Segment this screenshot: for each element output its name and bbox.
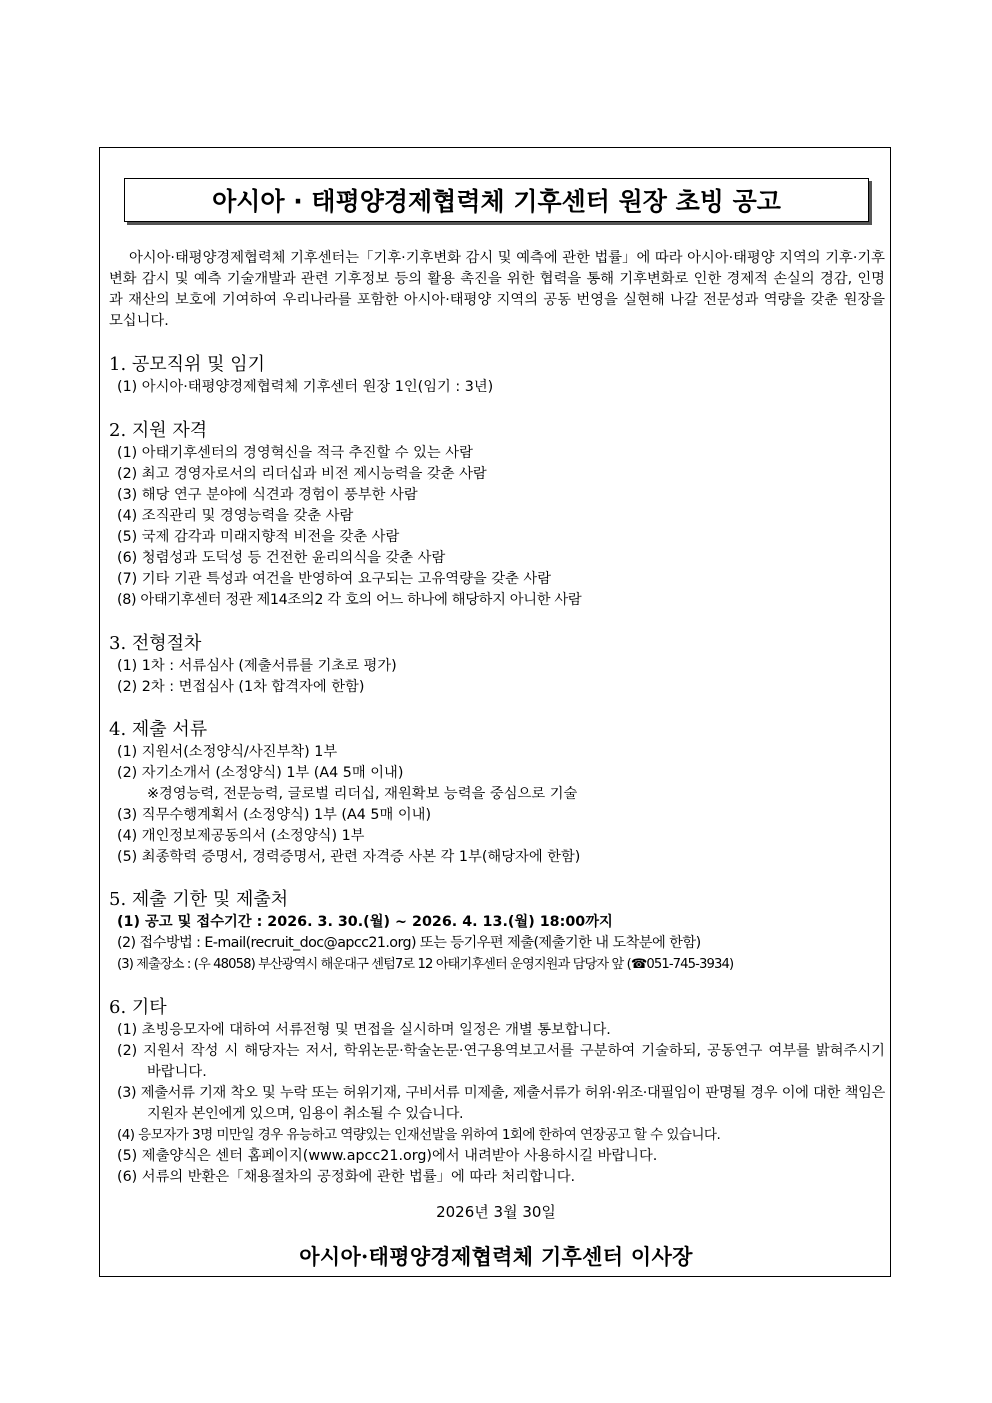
list-item: (4) 응모자가 3명 미만일 경우 유능하고 역량있는 인재선발을 위하여 1회에 한하여 연장공고 할 수 있습니다. [117, 1127, 721, 1143]
list-item: (1) 지원서(소정양식/사진부착) 1부 [117, 744, 338, 760]
list-item: (1) 아시아·태평양경제협력체 기후센터 원장 1인(임기 : 3년) [117, 379, 494, 395]
section-selection-process [109, 632, 885, 698]
list-item: (4) 개인정보제공동의서 (소정양식) 1부 [117, 828, 365, 844]
section-title: 4. 제출 서류 [109, 719, 208, 740]
intro-text: 아시아·태평양경제협력체 기후센터는「기후·기후변화 감시 및 예측에 관한 법률」에 따라 아시아·태평양 지역의 기후·기후변화 감시 및 예측 기술개발과 관련 기후정보 등의 활용 촉진을 위한 협력을 통해 기후변화로 인한 경제적 손실의 경감, 인명과 재산의 보호에 기여하여 우리나라를 포함한 아시아·태평양 지역의 공동 번영을 실현해 나갈 전문성과 역량을 갖춘 원장을 모십니다. [109, 250, 885, 329]
section-others [109, 996, 885, 1188]
section-title: 3. 전형절차 [109, 633, 202, 654]
list-item: (5) 최종학력 증명서, 경력증명서, 관련 자격증 사본 각 1부(해당자에 한함) [117, 849, 581, 865]
list-item: (3) 직무수행계획서 (소정양식) 1부 (A4 5매 이내) [117, 807, 432, 823]
section-title: 1. 공모직위 및 임기 [109, 354, 266, 375]
list-item: (3) 제출서류 기재 착오 및 누락 또는 허위기재, 구비서류 미제출, 제출서류가 허위·위조·대필임이 판명될 경우 이에 대한 책임은 지원자 본인에게 있으며, 임용이 취소될 수 있습니다. [117, 1085, 885, 1122]
list-item: (2) 지원서 작성 시 해당자는 저서, 학위논문·학술논문·연구용역보고서를 구분하여 기술하되, 공동연구 여부를 밝혀주시기 바랍니다. [117, 1043, 885, 1080]
section-deadline-submission [109, 888, 885, 975]
list-item: (5) 제출양식은 센터 홈페이지(www.apcc21.org)에서 내려받아 사용하시길 바랍니다. [117, 1148, 658, 1164]
section-title: 5. 제출 기한 및 제출처 [109, 889, 289, 910]
list-item: (2) 자기소개서 (소정양식) 1부 (A4 5매 이내) [117, 765, 404, 781]
list-item: (2) 2차 : 면접심사 (1차 합격자에 한함) [117, 679, 365, 695]
page-title: 아시아 · 태평양경제협력체 기후센터 원장 초빙 공고 [212, 187, 781, 216]
list-item: (6) 서류의 반환은「채용절차의 공정화에 관한 법률」에 따라 처리합니다. [117, 1169, 576, 1185]
section-documents [109, 718, 885, 868]
title-box [124, 178, 869, 222]
list-item: (1) 초빙응모자에 대하여 서류전형 및 면접을 실시하며 일정은 개별 통보합니다. [117, 1022, 611, 1038]
list-item: (1) 1차 : 서류심사 (제출서류를 기초로 평가) [117, 658, 397, 674]
notice-frame [99, 147, 891, 1277]
list-item: (6) 청렴성과 도덕성 등 건전한 윤리의식을 갖춘 사람 [117, 550, 446, 566]
section-qualifications [109, 419, 885, 611]
section-title: 6. 기타 [109, 997, 167, 1018]
intro-paragraph [109, 248, 885, 332]
list-item-period: (1) 공고 및 접수기간 : 2026. 3. 30.(월) ~ 2026. 4. 13.(월) 18:00까지 [117, 914, 613, 930]
list-item: (7) 기타 기관 특성과 여건을 반영하여 요구되는 고유역량을 갖춘 사람 [117, 571, 552, 587]
list-item: (3) 해당 연구 분야에 식견과 경험이 풍부한 사람 [117, 487, 418, 503]
list-item: (5) 국제 감각과 미래지향적 비전을 갖춘 사람 [117, 529, 400, 545]
list-item: (2) 최고 경영자로서의 리더십과 비전 제시능력을 갖춘 사람 [117, 466, 487, 482]
section-title: 2. 지원 자격 [109, 420, 208, 441]
section-position-term [109, 353, 885, 398]
list-item-note: ※경영능력, 전문능력, 글로벌 리더십, 재원확보 능력을 중심으로 기술 [147, 786, 578, 802]
list-item: (4) 조직관리 및 경영능력을 갖춘 사람 [117, 508, 354, 524]
list-item: (2) 접수방법 : E-mail(recruit_doc@apcc21.org) 또는 등기우편 제출(제출기한 내 도착분에 한함) [117, 935, 701, 951]
list-item: (1) 아태기후센터의 경영혁신을 적극 추진할 수 있는 사람 [117, 445, 473, 461]
notice-date: 2026년 3월 30일 [436, 1203, 556, 1221]
list-item: (8) 아태기후센터 정관 제14조의2 각 호의 어느 하나에 해당하지 아니한 사람 [117, 592, 582, 608]
list-item: (3) 제출장소 : (우 48058) 부산광역시 해운대구 센텀7로 12 아태기후센터 운영지원과 담당자 앞 (☎051-745-3934) [117, 957, 734, 972]
signatory: 아시아·태평양경제협력체 기후센터 이사장 [299, 1244, 693, 1269]
